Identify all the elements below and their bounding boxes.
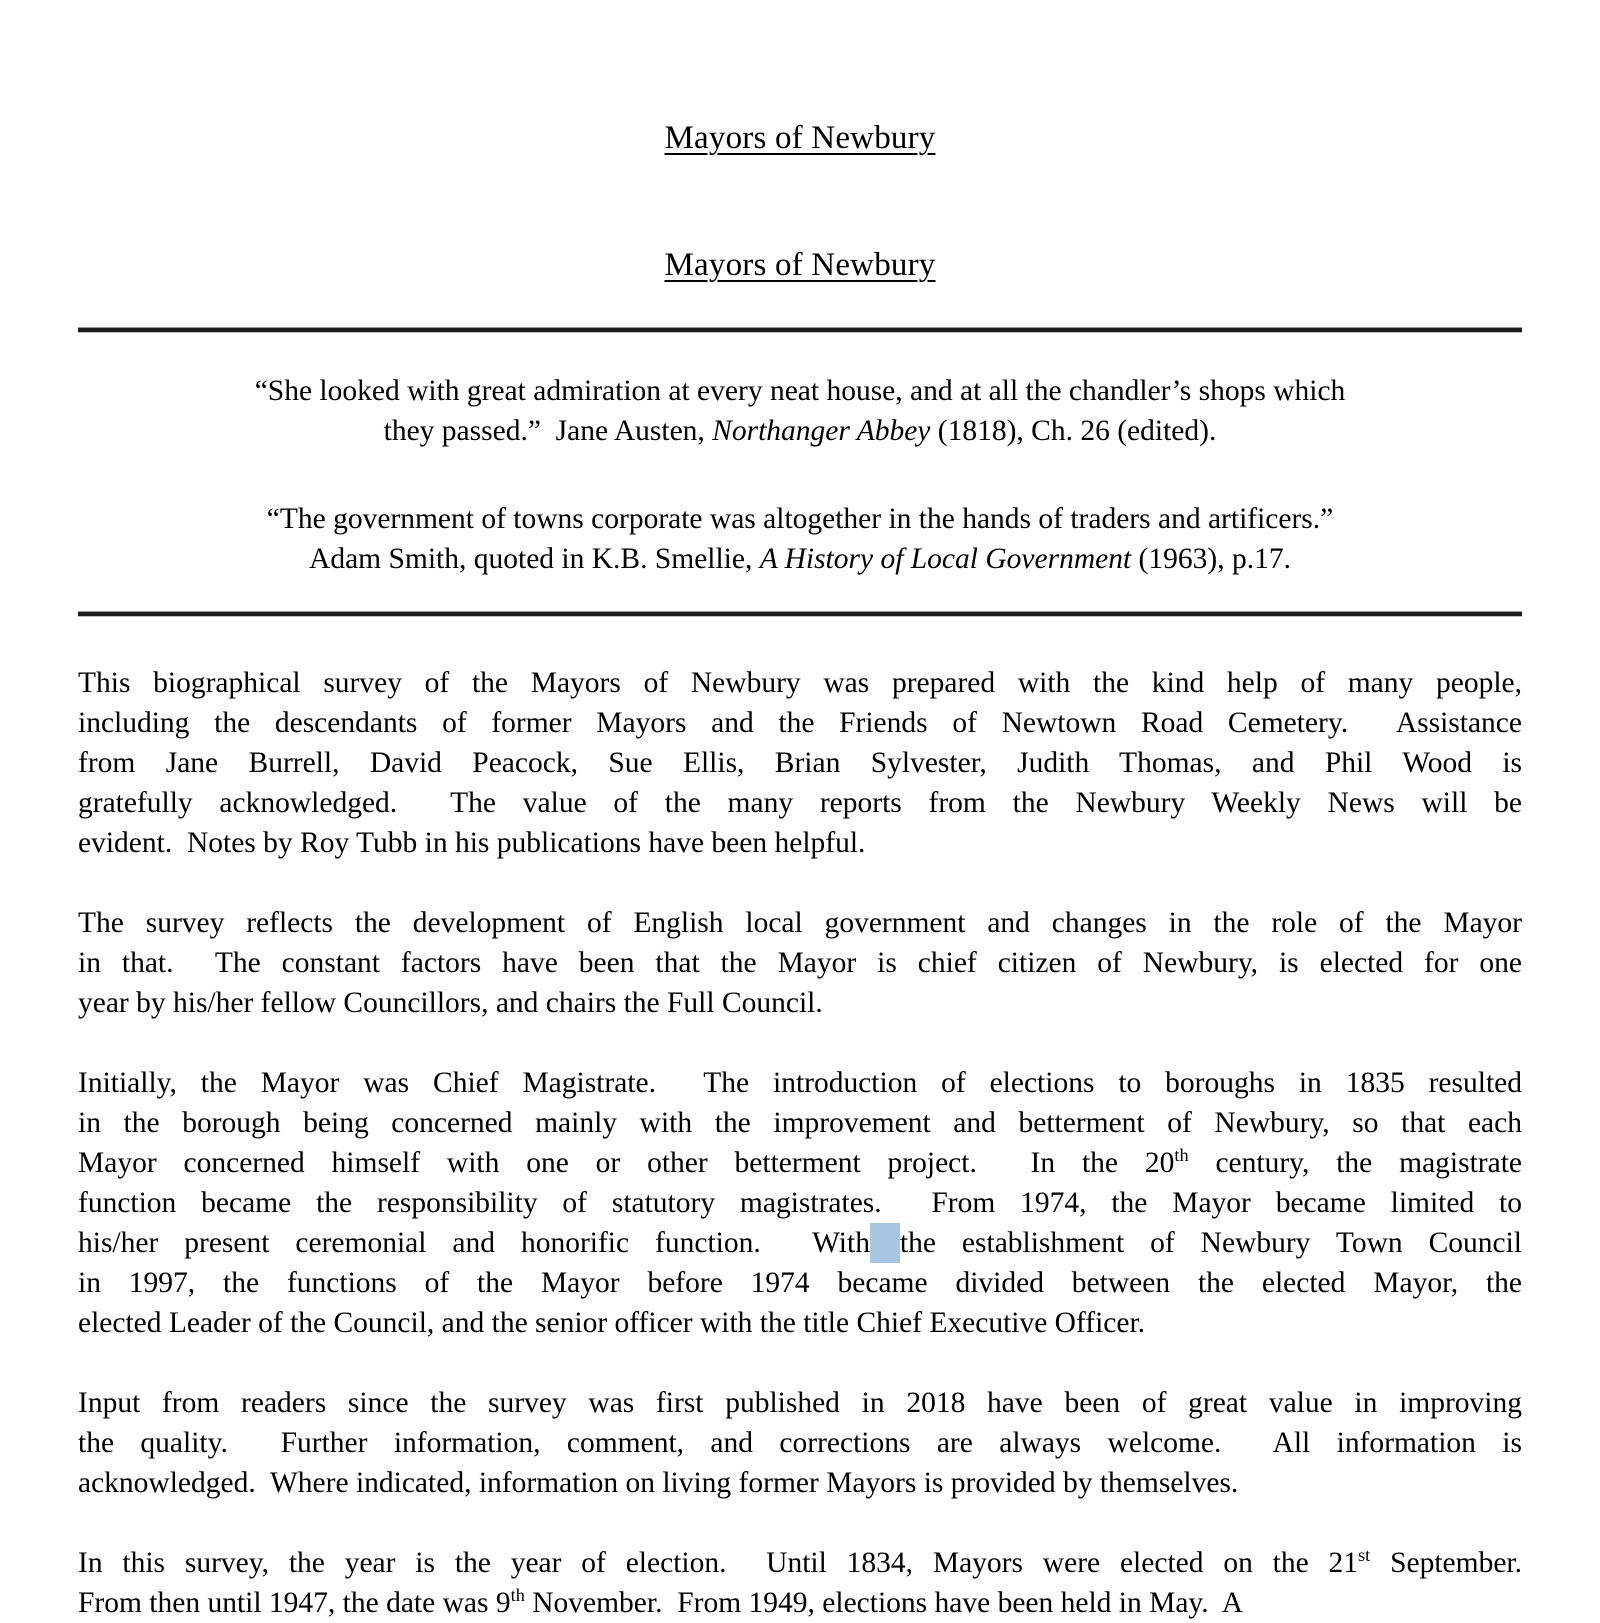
- paragraph-acknowledgements: [78, 663, 1522, 863]
- text-line: in that. The constant factors have been that the Mayor is chief citizen of Newbury, is elected for one: [78, 947, 1522, 979]
- epigraph-austen: [78, 371, 1522, 451]
- paragraph-mayor-history: [78, 1063, 1522, 1343]
- text-line: year by his/her fellow Councillors, and chairs the Full Council.: [78, 987, 823, 1019]
- text-line: his/her present ceremonial and honorific function. With the establishment of Newbury Town Council: [78, 1223, 1522, 1263]
- text-line: Input from readers since the survey was first published in 2018 have been of great value in improving: [78, 1387, 1522, 1419]
- horizontal-rule-top: [78, 327, 1522, 333]
- text-line: Initially, the Mayor was Chief Magistrate. The introduction of elections to boroughs in 1835 resulted: [78, 1067, 1522, 1099]
- text-line: Mayor concerned himself with one or other betterment project. In the 20th century, the magistrate: [78, 1145, 1523, 1179]
- paragraph-election-dates: [78, 1543, 1522, 1623]
- text-line: in 1997, the functions of the Mayor before 1974 became divided between the elected Mayor, the: [78, 1267, 1522, 1299]
- paragraph-reader-input: [78, 1383, 1522, 1503]
- text-line: they passed.” Jane Austen, Northanger Abbey (1818), Ch. 26 (edited).: [383, 415, 1217, 447]
- horizontal-rule-bottom: [78, 611, 1522, 617]
- document-title: Mayors of Newbury: [664, 120, 936, 156]
- text-line: function became the responsibility of statutory magistrates. From 1974, the Mayor became limited to: [78, 1187, 1522, 1219]
- text-line: from Jane Burrell, David Peacock, Sue Ellis, Brian Sylvester, Judith Thomas, and Phil Wood is: [78, 747, 1522, 779]
- text-line: gratefully acknowledged. The value of the many reports from the Newbury Weekly News will be: [78, 787, 1522, 819]
- text-line: The survey reflects the development of English local government and changes in the role of the Mayor: [78, 907, 1522, 939]
- paragraph-survey-scope: [78, 903, 1522, 1023]
- text-line: evident. Notes by Roy Tubb in his publications have been helpful.: [78, 827, 866, 859]
- text-line: elected Leader of the Council, and the senior officer with the title Chief Executive Officer.: [78, 1307, 1146, 1339]
- text-line: In this survey, the year is the year of election. Until 1834, Mayors were elected on the 21st September.: [78, 1545, 1522, 1579]
- text-line: This biographical survey of the Mayors of Newbury was prepared with the kind help of many people,: [78, 667, 1522, 699]
- epigraph-smith: [78, 499, 1522, 579]
- text-line: acknowledged. Where indicated, information on living former Mayors is provided by themselves.: [78, 1467, 1239, 1499]
- document-title-repeat: Mayors of Newbury: [664, 247, 936, 283]
- text-line: “The government of towns corporate was altogether in the hands of traders and artificers.”: [266, 503, 1334, 535]
- text-line: Adam Smith, quoted in K.B. Smellie, A History of Local Government (1963), p.17.: [309, 543, 1291, 575]
- text-line: From then until 1947, the date was 9th November. From 1949, elections have been held in May. A: [78, 1585, 1244, 1619]
- text-selection-highlight: [870, 1223, 900, 1263]
- text-line: in the borough being concerned mainly with the improvement and betterment of Newbury, so that each: [78, 1107, 1522, 1139]
- text-line: the quality. Further information, comment, and corrections are always welcome. All information is: [78, 1427, 1522, 1459]
- text-line: including the descendants of former Mayors and the Friends of Newtown Road Cemetery. Assistance: [78, 707, 1522, 739]
- text-line: “She looked with great admiration at every neat house, and at all the chandler’s shops which: [254, 375, 1346, 407]
